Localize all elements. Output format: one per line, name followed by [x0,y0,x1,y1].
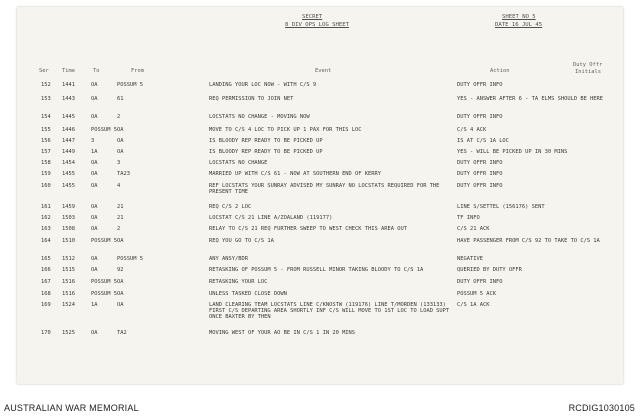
sheet-date: DATE 16 JUL 45 [495,22,543,28]
action-cell: IS AT C/S 1A LOC [457,138,509,144]
event-cell: LOCSTAT C/S 21 LINE A/ZOALAND (119177) [209,215,333,221]
from-cell: OA [117,291,124,297]
to-cell: OA [91,171,98,177]
action-cell: DUTY OFFR INFO [457,171,503,177]
serial-cell: 168 [41,291,51,297]
time-cell: 1445 [62,114,75,120]
from-cell: OA [117,302,124,308]
serial-cell: 169 [41,302,51,308]
to-cell: OA [91,267,98,273]
footer-catalog-id: RCDIG1030105 [568,403,635,413]
serial-cell: 157 [41,149,51,155]
serial-cell: 162 [41,215,51,221]
event-cell: LOCSTATS NO CHANGE - MOVING NOW [209,114,310,120]
event-cell: REQ C/S 2 LOC [209,204,252,210]
serial-cell: 170 [41,330,51,336]
column-header-event: Event [315,68,332,74]
document-subtitle: 8 DIV OPS LOG SHEET [285,22,349,28]
action-cell: DUTY OFFR INFO [457,82,503,88]
event-cell: RELAY TO C/S 21 REQ FURTHER SWEEP TO WEST CHECK THIS AREA OUT [209,226,407,232]
from-cell: TA2 [117,330,127,336]
table-row [17,171,623,181]
column-header-to: To [93,68,100,74]
event-cell: UNLESS TASKED CLOSE DOWN [209,291,287,297]
table-row [17,256,623,266]
footer-archive-name: AUSTRALIAN WAR MEMORIAL [4,403,139,413]
action-cell: LINE S/SETTEL (156176) SENT [457,204,545,210]
sheet-number: SHEET NO 5 [502,14,536,20]
from-cell: 2 [117,226,121,232]
action-cell: C/S 21 ACK [457,226,490,232]
action-cell: C/S 4 ACK [457,127,487,133]
table-row [17,149,623,159]
action-cell: TF INFO [457,215,480,221]
to-cell: OA [91,256,98,262]
from-cell: OA [117,149,124,155]
table-row [17,82,623,92]
to-cell: POSSUM 5 [91,238,117,244]
time-cell: 1524 [62,302,75,308]
time-cell: 1512 [62,256,75,262]
serial-cell: 158 [41,160,51,166]
column-header-initials: Initials [575,69,601,75]
event-cell: LOCSTATS NO CHANGE [209,160,268,166]
event-cell: MARRIED UP WITH C/S 61 - NOW AT SOUTHERN END OF KERRY [209,171,382,177]
time-cell: 1510 [62,238,75,244]
table-row [17,204,623,214]
to-cell: 3 [91,138,95,144]
serial-cell: 160 [41,183,51,189]
table-row [17,215,623,225]
column-header-from: From [131,68,144,74]
table-row [17,96,623,106]
from-cell: OA [117,138,124,144]
event-cell: LAND CLEARING TEAM LOCSTATS LINE C/KNOSTW (119176) LINE T/MORDEN (133133) FIRST C/S DEPARTING AREA SHORTLY INF C/S WILL MOVE TO 1ST LOC TO LOAD SUPT ONCE BAXTER BY THEN [209,302,450,321]
from-cell: 21 [117,215,124,221]
serial-cell: 163 [41,226,51,232]
time-cell: 1455 [62,171,75,177]
column-header-time: Time [62,68,75,74]
serial-cell: 166 [41,267,51,273]
serial-cell: 164 [41,238,51,244]
action-cell: NEGATIVE [457,256,483,262]
time-cell: 1455 [62,183,75,189]
time-cell: 1503 [62,215,75,221]
column-header-action: Action [490,68,510,74]
to-cell: OA [91,160,98,166]
serial-cell: 155 [41,127,51,133]
event-cell: LANDING YOUR LOC NOW - WITH C/S 9 [209,82,317,88]
from-cell: 61 [117,96,124,102]
time-cell: 1525 [62,330,75,336]
action-cell: DUTY OFFR INFO [457,114,503,120]
to-cell: 1A [91,302,98,308]
to-cell: POSSUM 5 [91,291,117,297]
table-row [17,291,623,301]
table-row [17,330,623,340]
time-cell: 1508 [62,226,75,232]
event-cell: MOVE TO C/S 4 LOC TO PICK UP 1 PAX FOR THIS LOC [209,127,362,133]
from-cell: 3 [117,160,121,166]
time-cell: 1446 [62,127,75,133]
time-cell: 1447 [62,138,75,144]
from-cell: OA [117,238,124,244]
event-cell: IS BLOODY REP READY TO BE PICKED UP [209,138,323,144]
table-row [17,267,623,277]
event-cell: RETASKING YOUR LOC [209,279,268,285]
event-cell: MOVING WEST OF YOUR AO BE IN C/S 1 IN 20 MINS [209,330,356,336]
event-cell: ANY ANSY/BDR [209,256,248,262]
column-header-ser: Ser [39,68,49,74]
serial-cell: 167 [41,279,51,285]
serial-cell: 156 [41,138,51,144]
time-cell: 1516 [62,291,75,297]
time-cell: 1459 [62,204,75,210]
event-cell: IS BLOODY REP READY TO BE PICKED UP [209,149,323,155]
action-cell: C/S 1A ACK [457,302,490,308]
event-cell: REQ PERMISSION TO JOIN NET [209,96,294,102]
action-cell: QUERIED BY DUTY OFFR [457,267,522,273]
from-cell: 2 [117,114,121,120]
to-cell: OA [91,183,98,189]
from-cell: TA23 [117,171,130,177]
table-row [17,238,623,248]
serial-cell: 165 [41,256,51,262]
from-cell: 92 [117,267,124,273]
to-cell: OA [91,226,98,232]
to-cell: OA [91,82,98,88]
time-cell: 1454 [62,160,75,166]
table-row [17,138,623,148]
to-cell: POSSUM 5 [91,279,117,285]
time-cell: 1516 [62,279,75,285]
serial-cell: 154 [41,114,51,120]
action-cell: DUTY OFFR INFO [457,160,503,166]
from-cell: POSSUM 5 [117,256,143,262]
to-cell: OA [91,204,98,210]
serial-cell: 153 [41,96,51,102]
from-cell: POSSUM 5 [117,82,143,88]
from-cell: OA [117,279,124,285]
table-row [17,127,623,137]
action-cell: DUTY OFFR INFO [457,279,503,285]
to-cell: 1A [91,149,98,155]
from-cell: 21 [117,204,124,210]
table-row [17,226,623,236]
serial-cell: 152 [41,82,51,88]
to-cell: OA [91,96,98,102]
to-cell: OA [91,114,98,120]
to-cell: POSSUM 5 [91,127,117,133]
action-cell: DUTY OFFR INFO [457,183,503,189]
time-cell: 1443 [62,96,75,102]
time-cell: 1449 [62,149,75,155]
table-row [17,279,623,289]
from-cell: OA [117,127,124,133]
event-cell: REF LOCSTATS YOUR SUNRAY ADVISED MY SUNRAY NO LOCSTATS REQUIRED FOR THE PRESENT TIME [209,183,440,196]
action-cell: HAVE PASSENGER FROM C/S 92 TO TAKE TO C/S 1A [457,238,600,244]
table-row [17,183,623,196]
to-cell: OA [91,215,98,221]
event-cell: REQ YOU GO TO C/S 1A [209,238,274,244]
document-title: SECRET [302,14,323,20]
to-cell: OA [91,330,98,336]
action-cell: YES - WILL BE PICKED UP IN 30 MINS [457,149,568,155]
time-cell: 1441 [62,82,75,88]
table-row [17,160,623,170]
table-row [17,114,623,124]
from-cell: 4 [117,183,121,189]
serial-cell: 161 [41,204,51,210]
document-sheet [17,7,623,384]
action-cell: YES - ANSWER AFTER 6 - TA ELMS SHOULD BE HERE [457,96,604,102]
table-row [17,302,623,321]
time-cell: 1515 [62,267,75,273]
action-cell: POSSUM 5 ACK [457,291,496,297]
column-header-duty-offr: Duty Offr [573,62,603,68]
event-cell: RETASKING OF POSSUM 5 - FROM RUSSELL MINOR TAKING BLOODY TO C/S 1A [209,267,424,273]
serial-cell: 159 [41,171,51,177]
